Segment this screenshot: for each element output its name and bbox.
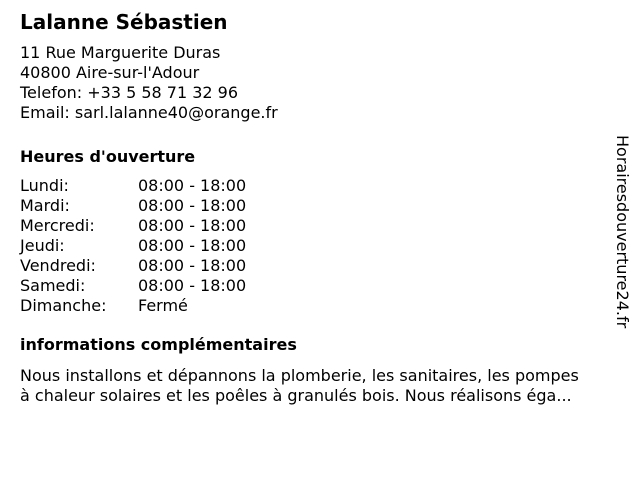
hours-row-tuesday — [20, 196, 610, 216]
hours-row-thursday — [20, 236, 610, 256]
phone-line: Telefon: +33 5 58 71 32 96 — [20, 83, 239, 102]
info-title: informations complémentaires — [20, 335, 297, 354]
description-line: Nous installons et dépannons la plomberie, les sanitaires, les pompes — [20, 366, 579, 385]
day-label: Jeudi: — [20, 236, 65, 255]
time-value: 08:00 - 18:00 — [138, 256, 247, 275]
address-city: 40800 Aire-sur-l'Adour — [20, 63, 200, 82]
hours-row-monday — [20, 176, 610, 196]
time-value: 08:00 - 18:00 — [138, 196, 247, 215]
hours-row-saturday — [20, 276, 610, 296]
day-label: Mercredi: — [20, 216, 95, 235]
description-line: à chaleur solaires et les poêles à granulés bois. Nous réalisons éga... — [20, 386, 572, 405]
hours-table — [20, 176, 610, 316]
hours-title: Heures d'ouverture — [20, 147, 196, 166]
day-label: Mardi: — [20, 196, 70, 215]
address-street: 11 Rue Marguerite Duras — [20, 43, 221, 62]
hours-row-friday — [20, 256, 610, 276]
time-value: 08:00 - 18:00 — [138, 176, 247, 195]
time-value: 08:00 - 18:00 — [138, 236, 247, 255]
hours-row-sunday — [20, 296, 610, 316]
info-description — [20, 366, 630, 406]
time-value: 08:00 - 18:00 — [138, 276, 247, 295]
business-name: Lalanne Sébastien — [20, 10, 228, 34]
day-label: Samedi: — [20, 276, 86, 295]
hours-row-wednesday — [20, 216, 610, 236]
time-value: Fermé — [138, 296, 188, 315]
email-line: Email: sarl.lalanne40@orange.fr — [20, 103, 278, 122]
day-label: Dimanche: — [20, 296, 107, 315]
day-label: Lundi: — [20, 176, 69, 195]
day-label: Vendredi: — [20, 256, 96, 275]
site-watermark: Horairesdouverture24.fr — [613, 135, 632, 329]
business-card — [20, 10, 610, 406]
time-value: 08:00 - 18:00 — [138, 216, 247, 235]
